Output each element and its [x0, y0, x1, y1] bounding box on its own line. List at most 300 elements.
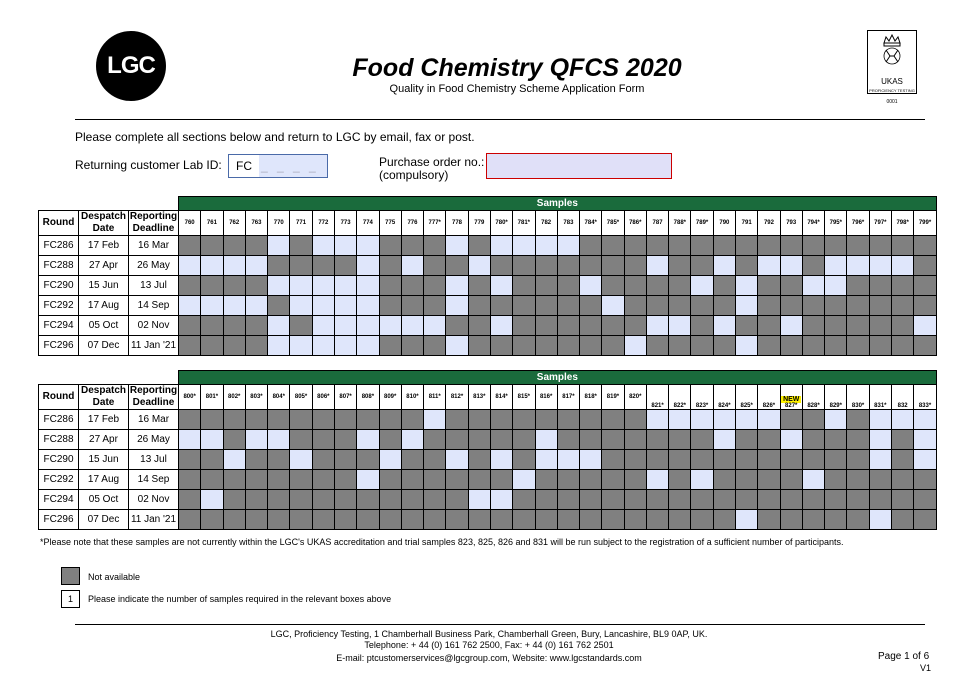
sample-quantity-input[interactable]: [669, 410, 691, 430]
sample-not-available: [624, 276, 646, 296]
sample-quantity-input[interactable]: [268, 316, 290, 336]
sample-code: 762: [229, 220, 240, 226]
sample-not-available: [535, 410, 557, 430]
sample-code: 811*: [428, 394, 441, 400]
sample-quantity-input[interactable]: [892, 410, 914, 430]
sample-quantity-input[interactable]: [736, 296, 758, 316]
sample-quantity-input[interactable]: [669, 316, 691, 336]
deadline-cell: 02 Nov: [129, 490, 179, 510]
sample-not-available: [914, 256, 936, 276]
sample-not-available: [758, 510, 780, 530]
sample-not-available: [379, 490, 401, 510]
sample-quantity-input[interactable]: [513, 236, 535, 256]
despatch-header-line2: Date: [92, 397, 115, 408]
table-row: [39, 510, 937, 530]
round-cell: FC288: [39, 256, 79, 276]
sample-code-header: [736, 211, 758, 236]
sample-not-available: [379, 276, 401, 296]
sample-quantity-input[interactable]: [357, 256, 379, 276]
sample-quantity-input[interactable]: [201, 430, 223, 450]
sample-not-available: [825, 296, 847, 316]
sample-code-header: [825, 385, 847, 410]
sample-quantity-input[interactable]: [334, 336, 356, 356]
sample-quantity-input[interactable]: [223, 450, 245, 470]
sample-quantity-input[interactable]: [401, 316, 423, 336]
despatch-header: [79, 385, 129, 410]
sample-not-available: [892, 336, 914, 356]
round-cell: FC296: [39, 510, 79, 530]
sample-quantity-input[interactable]: [646, 410, 668, 430]
sample-not-available: [892, 296, 914, 316]
sample-not-available: [179, 276, 201, 296]
sample-quantity-input[interactable]: [802, 276, 824, 296]
sample-not-available: [780, 410, 802, 430]
sample-code-header: [268, 385, 290, 410]
sample-not-available: [490, 256, 512, 276]
samples-banner: Samples: [179, 197, 937, 211]
sample-quantity-input[interactable]: [245, 256, 267, 276]
round-header: [39, 385, 79, 410]
sample-not-available: [847, 276, 869, 296]
sample-quantity-input[interactable]: [914, 316, 936, 336]
sample-not-available: [223, 410, 245, 430]
sample-quantity-input[interactable]: [245, 296, 267, 316]
sample-not-available: [535, 296, 557, 316]
sample-code: 806*: [317, 394, 330, 400]
sample-quantity-input[interactable]: [914, 410, 936, 430]
sample-not-available: [825, 236, 847, 256]
sample-quantity-input[interactable]: [268, 276, 290, 296]
sample-not-available: [825, 450, 847, 470]
sample-not-available: [758, 450, 780, 470]
sample-quantity-input[interactable]: [580, 450, 602, 470]
sample-quantity-input[interactable]: [379, 316, 401, 336]
sample-quantity-input[interactable]: [290, 450, 312, 470]
sample-not-available: [557, 510, 579, 530]
deadline-cell: 13 Jul: [129, 450, 179, 470]
sample-not-available: [802, 430, 824, 450]
sample-quantity-input[interactable]: [736, 410, 758, 430]
sample-not-available: [535, 510, 557, 530]
sample-quantity-input[interactable]: [602, 296, 624, 316]
sample-quantity-input[interactable]: [713, 430, 735, 450]
sample-code-header: [780, 211, 802, 236]
sample-not-available: [245, 410, 267, 430]
sample-quantity-input[interactable]: [468, 490, 490, 510]
sample-not-available: [401, 236, 423, 256]
sample-not-available: [446, 316, 468, 336]
sample-code-header: [892, 385, 914, 410]
sample-not-available: [892, 490, 914, 510]
sample-not-available: [268, 510, 290, 530]
sample-code-header: [490, 211, 512, 236]
sample-quantity-input[interactable]: [780, 316, 802, 336]
sample-not-available: [847, 336, 869, 356]
footer-contact: E-mail: ptcustomerservices@lgcgroup.com, Website: www.lgcstandards.com: [336, 653, 642, 663]
sample-quantity-input[interactable]: [201, 490, 223, 510]
sample-quantity-input[interactable]: [736, 276, 758, 296]
sample-code: 778: [452, 220, 463, 226]
sample-not-available: [602, 276, 624, 296]
sample-not-available: [334, 256, 356, 276]
sample-quantity-input[interactable]: [513, 470, 535, 490]
sample-quantity-input[interactable]: [446, 296, 468, 316]
sample-code-header: [245, 211, 267, 236]
sample-not-available: [646, 236, 668, 256]
sample-code: 833*: [918, 403, 932, 409]
sample-not-available: [892, 450, 914, 470]
sample-code-header: [446, 385, 468, 410]
sample-quantity-input[interactable]: [869, 430, 891, 450]
sample-not-available: [223, 316, 245, 336]
sample-quantity-input[interactable]: [490, 490, 512, 510]
sample-not-available: [424, 510, 446, 530]
sample-not-available: [780, 470, 802, 490]
sample-code-header: [580, 385, 602, 410]
sample-quantity-input[interactable]: [691, 470, 713, 490]
sample-quantity-input[interactable]: [446, 336, 468, 356]
sample-quantity-input[interactable]: [312, 296, 334, 316]
sample-quantity-input[interactable]: [357, 236, 379, 256]
sample-code: 819*: [606, 394, 620, 400]
sample-not-available: [446, 470, 468, 490]
sample-not-available: [580, 316, 602, 336]
sample-quantity-input[interactable]: [268, 236, 290, 256]
sample-code: 799*: [918, 220, 932, 226]
sample-quantity-input[interactable]: [535, 450, 557, 470]
sample-not-available: [892, 316, 914, 336]
sample-not-available: [468, 510, 490, 530]
sample-not-available: [446, 410, 468, 430]
sample-quantity-input[interactable]: [914, 450, 936, 470]
sample-not-available: [847, 410, 869, 430]
deadline-cell: 13 Jul: [129, 276, 179, 296]
sample-quantity-input[interactable]: [179, 430, 201, 450]
table-header-row: [39, 211, 937, 236]
deadline-cell: 11 Jan '21: [129, 336, 179, 356]
sample-quantity-input[interactable]: [736, 510, 758, 530]
sample-not-available: [758, 430, 780, 450]
sample-quantity-input[interactable]: [446, 276, 468, 296]
lab-id-label: Returning customer Lab ID:: [75, 158, 222, 172]
sample-quantity-input[interactable]: [847, 256, 869, 276]
sample-quantity-input[interactable]: [713, 410, 735, 430]
sample-quantity-input[interactable]: [268, 336, 290, 356]
sample-not-available: [201, 316, 223, 336]
sample-quantity-input[interactable]: [535, 236, 557, 256]
sample-code-header: [646, 211, 668, 236]
sample-not-available: [780, 276, 802, 296]
sample-code: 802*: [228, 394, 241, 400]
sample-code: 823*: [695, 403, 709, 409]
sample-quantity-input[interactable]: [646, 470, 668, 490]
sample-not-available: [736, 490, 758, 510]
sample-quantity-input[interactable]: [802, 470, 824, 490]
sample-code-header: [691, 211, 713, 236]
sample-quantity-input[interactable]: [312, 316, 334, 336]
sample-not-available: [624, 410, 646, 430]
sample-not-available: [223, 236, 245, 256]
table-row: [39, 336, 937, 356]
sample-not-available: [245, 470, 267, 490]
sample-quantity-input[interactable]: [401, 430, 423, 450]
sample-code: 779: [474, 220, 485, 226]
sample-quantity-input[interactable]: [312, 276, 334, 296]
sample-code: 817*: [562, 394, 575, 400]
sample-code-header: [557, 385, 579, 410]
sample-code-header: [424, 385, 446, 410]
sample-not-available: [580, 296, 602, 316]
sample-not-available: [424, 256, 446, 276]
sample-not-available: [446, 490, 468, 510]
sample-not-available: [646, 490, 668, 510]
sample-quantity-input[interactable]: [223, 296, 245, 316]
page-subtitle: Quality in Food Chemistry Scheme Application Form: [389, 83, 645, 95]
sample-not-available: [713, 336, 735, 356]
sample-not-available: [914, 470, 936, 490]
sample-not-available: [513, 510, 535, 530]
sample-code-header: [334, 385, 356, 410]
table-row: [39, 316, 937, 336]
sample-code-header: [624, 211, 646, 236]
sample-code: 795*: [829, 220, 842, 226]
sample-code-header: [624, 385, 646, 410]
purchase-order-input[interactable]: [486, 153, 672, 179]
sample-not-available: [758, 336, 780, 356]
sample-not-available: [223, 276, 245, 296]
deadline-cell: 26 May: [129, 256, 179, 276]
deadline-header: [129, 385, 179, 410]
sample-code: 801*: [205, 394, 219, 400]
round-cell: FC288: [39, 430, 79, 450]
sample-not-available: [847, 510, 869, 530]
sample-not-available: [624, 470, 646, 490]
sample-quantity-input[interactable]: [490, 276, 512, 296]
lab-id-input[interactable]: _ _ _ _: [259, 155, 327, 177]
sample-not-available: [869, 490, 891, 510]
sample-quantity-input[interactable]: [825, 276, 847, 296]
sample-code: 780*: [495, 220, 508, 226]
sample-not-available: [892, 470, 914, 490]
sample-quantity-input[interactable]: [245, 430, 267, 450]
sample-quantity-input[interactable]: [736, 336, 758, 356]
sample-not-available: [334, 430, 356, 450]
sample-not-available: [847, 430, 869, 450]
sample-code-header: [602, 385, 624, 410]
sample-code-header: [669, 211, 691, 236]
sample-quantity-input[interactable]: [424, 410, 446, 430]
deadline-header: [129, 211, 179, 236]
sample-quantity-input[interactable]: [825, 410, 847, 430]
sample-quantity-input[interactable]: [357, 316, 379, 336]
sample-not-available: [646, 336, 668, 356]
sample-code-header: [268, 211, 290, 236]
sample-quantity-input[interactable]: [334, 276, 356, 296]
table-row: [39, 256, 937, 276]
sample-code: 796*: [851, 220, 865, 226]
sample-quantity-input[interactable]: [713, 316, 735, 336]
sample-quantity-input[interactable]: [334, 296, 356, 316]
table-row: [39, 490, 937, 510]
sample-quantity-input[interactable]: [290, 276, 312, 296]
sample-not-available: [535, 336, 557, 356]
page-number: Page 1 of 6: [878, 651, 930, 662]
sample-quantity-input[interactable]: [179, 296, 201, 316]
sample-quantity-input[interactable]: [446, 450, 468, 470]
sample-quantity-input[interactable]: [357, 296, 379, 316]
sample-code-header: [669, 385, 691, 410]
sample-not-available: [802, 450, 824, 470]
sample-code: 785*: [606, 220, 620, 226]
sample-code-header: [290, 211, 312, 236]
sample-quantity-input[interactable]: [357, 276, 379, 296]
sample-not-available: [379, 410, 401, 430]
sample-code: 798*: [896, 220, 909, 226]
lab-id-field[interactable]: [228, 154, 328, 178]
sample-quantity-input[interactable]: [468, 256, 490, 276]
sample-quantity-input[interactable]: [312, 236, 334, 256]
sample-not-available: [468, 276, 490, 296]
sample-not-available: [513, 316, 535, 336]
sample-quantity-input[interactable]: [624, 336, 646, 356]
sample-quantity-input[interactable]: [357, 470, 379, 490]
footer-phone: Telephone: + 44 (0) 161 762 2500, Fax: + 44 (0) 161 762 2501: [364, 640, 614, 650]
sample-quantity-input[interactable]: [490, 450, 512, 470]
sample-code: 770: [273, 220, 284, 226]
sample-not-available: [179, 490, 201, 510]
sample-not-available: [334, 510, 356, 530]
sample-code: 800*: [183, 394, 196, 400]
sample-quantity-input[interactable]: [535, 430, 557, 450]
sample-quantity-input[interactable]: [357, 430, 379, 450]
sample-quantity-input[interactable]: [401, 256, 423, 276]
sample-not-available: [424, 450, 446, 470]
sample-not-available: [179, 236, 201, 256]
sample-quantity-input[interactable]: [490, 236, 512, 256]
sample-quantity-input[interactable]: [201, 256, 223, 276]
sample-not-available: [802, 510, 824, 530]
sample-quantity-input[interactable]: [334, 316, 356, 336]
crown-icon: [868, 31, 916, 67]
sample-quantity-input[interactable]: [557, 236, 579, 256]
sample-not-available: [580, 410, 602, 430]
sample-code: 818*: [584, 394, 597, 400]
sample-not-available: [646, 450, 668, 470]
sample-not-available: [557, 410, 579, 430]
sample-not-available: [201, 276, 223, 296]
despatch-header: [79, 211, 129, 236]
sample-not-available: [468, 450, 490, 470]
despatch-cell: 27 Apr: [79, 430, 129, 450]
sample-not-available: [557, 276, 579, 296]
sample-quantity-input[interactable]: [446, 236, 468, 256]
sample-not-available: [490, 510, 512, 530]
sample-code: 815*: [517, 394, 531, 400]
sample-not-available: [669, 490, 691, 510]
sample-quantity-input[interactable]: [780, 256, 802, 276]
sample-not-available: [268, 470, 290, 490]
sample-not-available: [646, 276, 668, 296]
sample-quantity-input[interactable]: [646, 316, 668, 336]
samples-banner: Samples: [179, 371, 937, 385]
sample-quantity-input[interactable]: [713, 256, 735, 276]
despatch-cell: 15 Jun: [79, 450, 129, 470]
sample-quantity-input[interactable]: [334, 236, 356, 256]
sample-quantity-input[interactable]: [646, 256, 668, 276]
sample-quantity-input[interactable]: [201, 296, 223, 316]
sample-quantity-input[interactable]: [312, 336, 334, 356]
sample-quantity-input[interactable]: [223, 256, 245, 276]
sample-quantity-input[interactable]: [869, 410, 891, 430]
sample-quantity-input[interactable]: [691, 276, 713, 296]
sample-quantity-input[interactable]: [825, 256, 847, 276]
sample-quantity-input[interactable]: [869, 450, 891, 470]
sample-code-header: [713, 211, 735, 236]
sample-not-available: [424, 296, 446, 316]
sample-quantity-input[interactable]: [758, 256, 780, 276]
sample-code-header: [580, 211, 602, 236]
sample-not-available: [290, 490, 312, 510]
sample-not-available: [602, 430, 624, 450]
table-header-row: [39, 385, 937, 410]
sample-not-available: [490, 470, 512, 490]
sample-quantity-input[interactable]: [357, 336, 379, 356]
sample-not-available: [468, 236, 490, 256]
sample-quantity-input[interactable]: [580, 276, 602, 296]
sample-not-available: [758, 276, 780, 296]
sample-quantity-input[interactable]: [290, 336, 312, 356]
sample-not-available: [869, 236, 891, 256]
sample-quantity-input[interactable]: [424, 316, 446, 336]
despatch-cell: 05 Oct: [79, 490, 129, 510]
despatch-header-line2: Date: [92, 223, 115, 234]
sample-quantity-input[interactable]: [758, 410, 780, 430]
sample-not-available: [468, 410, 490, 430]
sample-not-available: [557, 490, 579, 510]
sample-code-header: [691, 385, 713, 410]
sample-not-available: [580, 256, 602, 276]
sample-code-header: [357, 211, 379, 236]
sample-quantity-input[interactable]: [914, 430, 936, 450]
sample-quantity-input[interactable]: [290, 296, 312, 316]
sample-quantity-input[interactable]: [268, 430, 290, 450]
sample-not-available: [334, 470, 356, 490]
sample-quantity-input[interactable]: [869, 256, 891, 276]
table-row: [39, 296, 937, 316]
sample-code-header: [245, 385, 267, 410]
sample-code-header: [424, 211, 446, 236]
sample-quantity-input[interactable]: [379, 450, 401, 470]
sample-code: 828*: [807, 403, 820, 409]
sample-quantity-input[interactable]: [179, 256, 201, 276]
sample-quantity-input[interactable]: [557, 450, 579, 470]
sample-not-available: [223, 336, 245, 356]
sample-quantity-input[interactable]: [780, 430, 802, 450]
legend-not-available-swatch: [61, 567, 80, 585]
sample-quantity-input[interactable]: [892, 256, 914, 276]
sample-not-available: [223, 470, 245, 490]
sample-not-available: [201, 470, 223, 490]
sample-quantity-input[interactable]: [869, 510, 891, 530]
sample-code-header: [847, 385, 869, 410]
sample-code-header: [401, 385, 423, 410]
sample-quantity-input[interactable]: [691, 410, 713, 430]
sample-not-available: [691, 336, 713, 356]
sample-not-available: [847, 470, 869, 490]
sample-not-available: [580, 430, 602, 450]
sample-quantity-input[interactable]: [490, 316, 512, 336]
sample-not-available: [490, 336, 512, 356]
